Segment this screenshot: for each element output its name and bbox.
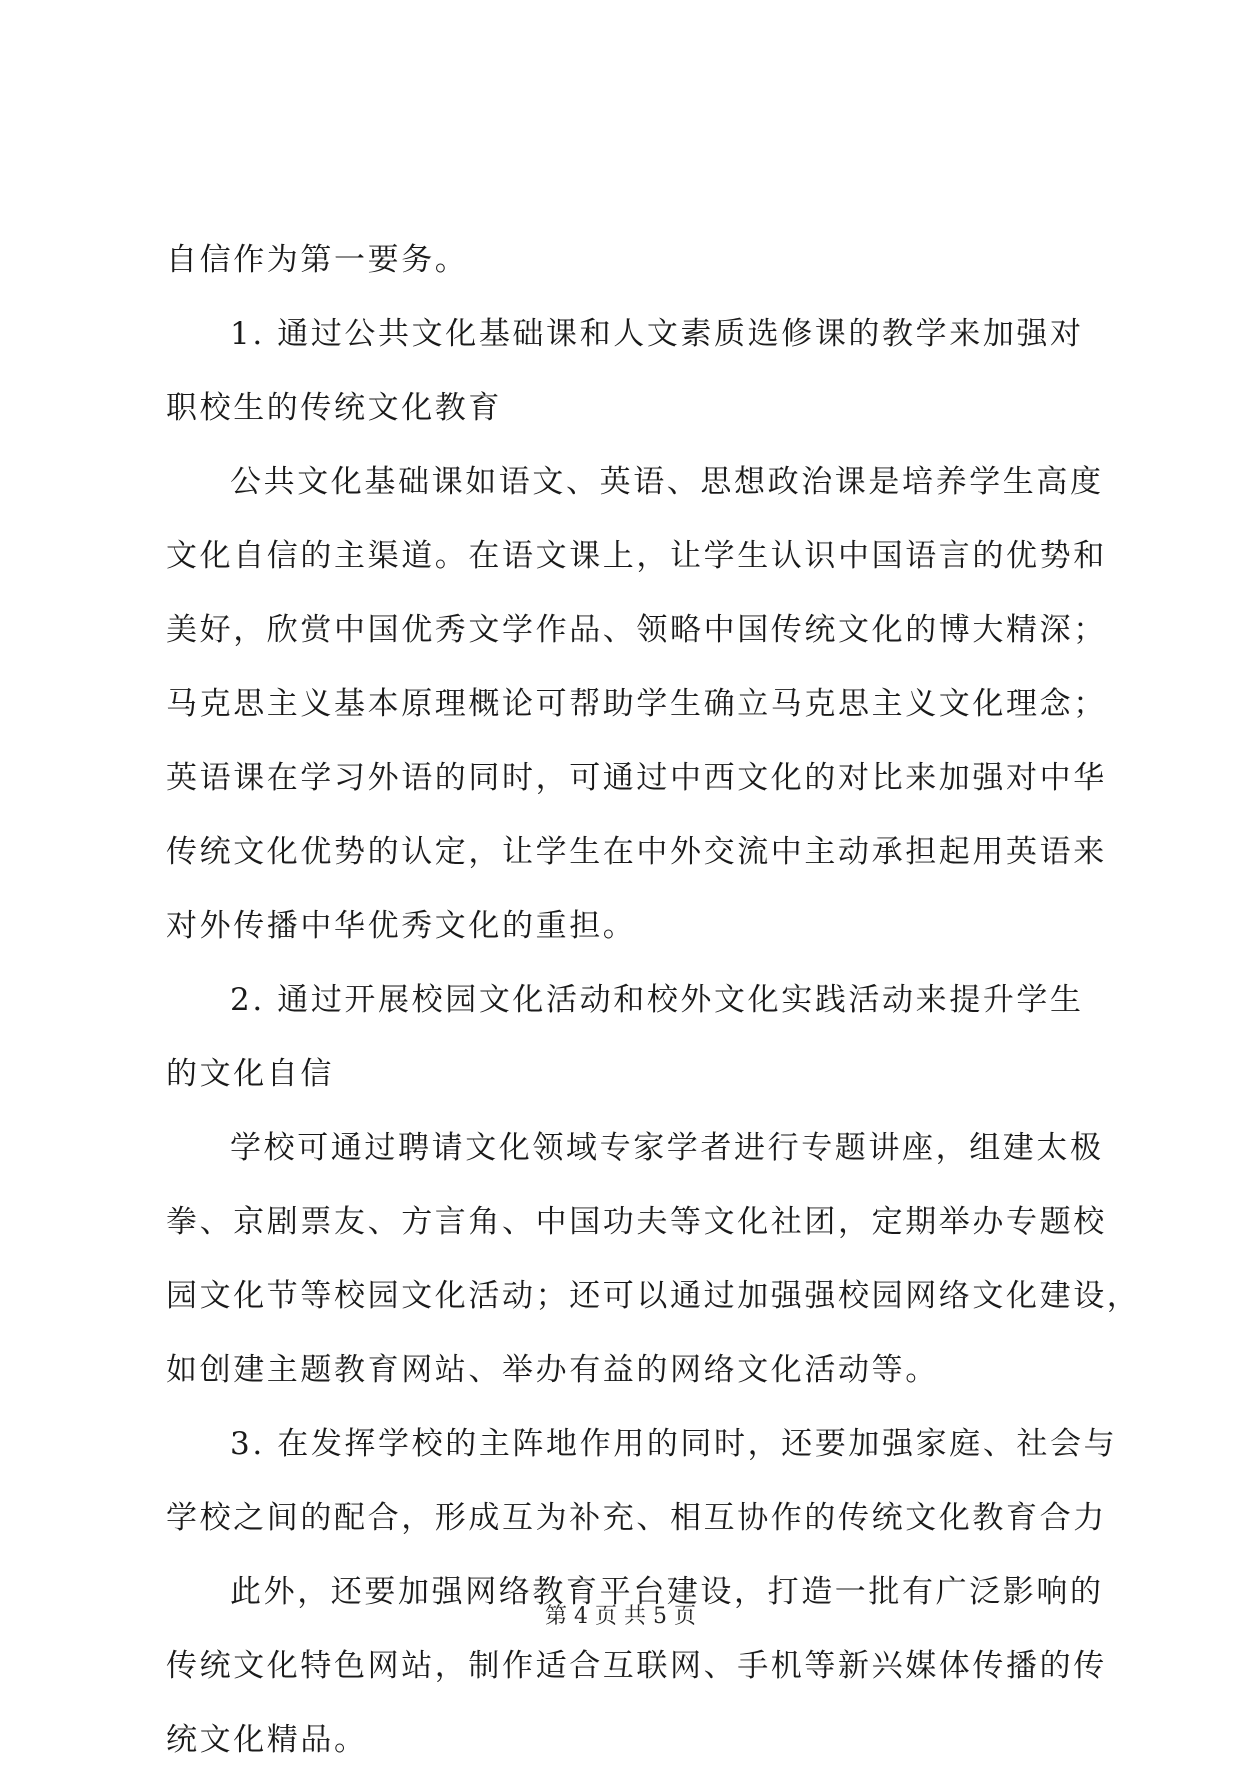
paragraph-line: 拳、京剧票友、方言角、中国功夫等文化社团，定期举办专题校: [166, 1204, 1107, 1240]
paragraph-line: 园文化节等校园文化活动；还可以通过加强强校园网络文化建设，: [166, 1278, 1141, 1314]
paragraph-line: 此外，还要加强网络教育平台建设，打造一批有广泛影响的: [230, 1574, 1104, 1610]
document-body: [166, 223, 1141, 1777]
paragraph-line: 英语课在学习外语的同时，可通过中西文化的对比来加强对中华: [166, 760, 1107, 796]
section-heading-2-cont: 的文化自信: [166, 1056, 334, 1092]
page-number-footer: 第 4 页 共 5 页: [545, 1604, 696, 1629]
paragraph-line: 美好，欣赏中国优秀文学作品、领略中国传统文化的博大精深；: [166, 612, 1107, 648]
text-line: 自信作为第一要务。: [166, 242, 469, 278]
section-heading-1: 1. 通过公共文化基础课和人文素质选修课的教学来加强对: [230, 316, 1084, 352]
paragraph-line: 对外传播中华优秀文化的重担。: [166, 908, 637, 944]
paragraph-line: 学校可通过聘请文化领域专家学者进行专题讲座，组建太极: [230, 1130, 1104, 1166]
paragraph-line: 传统文化优势的认定，让学生在中外交流中主动承担起用英语来: [166, 834, 1107, 870]
paragraph-line: 文化自信的主渠道。在语文课上，让学生认识中国语言的优势和: [166, 538, 1107, 574]
paragraph-line: 统文化精品。: [166, 1722, 368, 1758]
paragraph-line: 传统文化特色网站，制作适合互联网、手机等新兴媒体传播的传: [166, 1648, 1107, 1684]
paragraph-line: 马克思主义基本原理概论可帮助学生确立马克思主义文化理念；: [166, 686, 1107, 722]
section-heading-3-cont: 学校之间的配合，形成互为补充、相互协作的传统文化教育合力: [166, 1500, 1107, 1536]
section-heading-2: 2. 通过开展校园文化活动和校外文化实践活动来提升学生: [230, 982, 1084, 1018]
section-heading-3: 3. 在发挥学校的主阵地作用的同时，还要加强家庭、社会与: [230, 1426, 1118, 1462]
paragraph-line: 如创建主题教育网站、举办有益的网络文化活动等。: [166, 1352, 939, 1388]
section-heading-1-cont: 职校生的传统文化教育: [166, 390, 502, 426]
paragraph-line: 公共文化基础课如语文、英语、思想政治课是培养学生高度: [230, 464, 1104, 500]
